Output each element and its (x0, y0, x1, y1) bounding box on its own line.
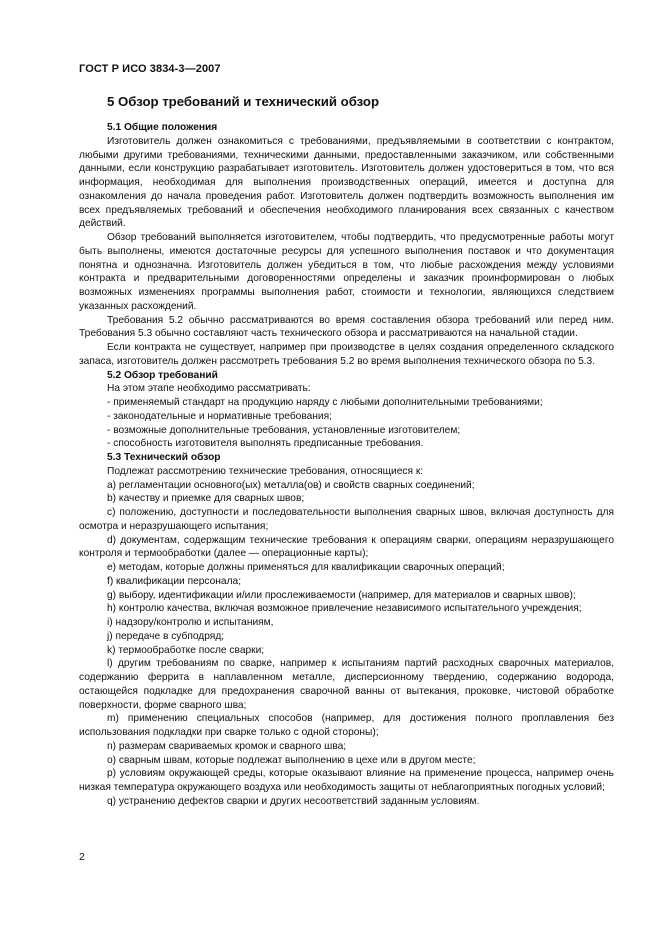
list-item: n) размерам свариваемых кромок и сварного шва; (107, 740, 347, 752)
list-item: - применяемый стандарт на продукцию наряду с любыми дополнительными требованиями; (107, 397, 543, 408)
list-item: q) устранению дефектов сварки и других несоответствий заданным условиям. (107, 795, 480, 807)
list-item: - возможные дополнительные требования, установленные изготовителем; (107, 424, 461, 436)
document-header: ГОСТ Р ИСО 3834-3—2007 (79, 63, 221, 75)
list-item: h) контролю качества, включая возможное привлечение независимого испытательного учреждения; (107, 603, 582, 615)
list-item: l) другим требованиям по сварке, например к испытаниям партий расходных сварочных материалов, содержанию феррита в наплавленном металле, дисперсионному твердению, содержанию водорода, остающейся подкладке для предохранения сварочной ванны от вытекания, проковке, чистовой обработке поверхности, форме сварного шва; (79, 658, 614, 711)
list-item: m) применению специальных способов (например, для достижения полного проплавления без использования подкладки при сварке только с одной стороны); (79, 713, 614, 738)
list-item: e) методам, которые должны применяться для квалификации сварочных операций; (107, 562, 505, 573)
list-item: k) термообработке после сварки; (107, 644, 265, 656)
paragraph: Обзор требований выполняется изготовителем, чтобы подтвердить, что предусмотренные работы могут быть выполнены, имеются достаточные ресурсы для успешного выполнения поставок и что документация понятна и однозначна. Изготовитель должен убедиться в том, что любые расхождения между условиями контракта и предварительными договоренностями определены и заказчик проинформирован о любых возможных изменениях программы выполнения работ, стоимости и технологии, являющихся следствием указанных расхождений. (79, 232, 614, 312)
page-content (79, 121, 614, 809)
paragraph: Изготовитель должен ознакомиться с требованиями, предъявляемыми в соответствии с контрактом, любыми другими требованиями, техническими данными, предоставленными заказчиком, или собственными данными, если конструкцию разрабатывает изготовитель. Изготовитель должен удостовериться в том, что вся информация, необходимая для выполнения производственных операций, имеется и доступна для ознакомления до начала проведения работ. Изготовитель должен подтвердить возможность выполнения им всех предъявляемых требований и обеспечения необходимого планирования всех связанных с качеством действий. (79, 135, 614, 230)
page-number: 2 (79, 851, 85, 863)
list-item: p) условиям окружающей среды, которые оказывают влияние на применение процесса, например очень низкая температура окружающего воздуха или необходимость защиты от неблагоприятных погодных условий; (79, 768, 614, 793)
subsection-title-5-3: 5.3 Технический обзор (107, 452, 221, 463)
list-item: a) регламентации основного(ых) металла(ов) и свойств сварных соединений; (107, 479, 475, 491)
list-item: f) квалификации персонала; (107, 575, 242, 587)
list-item: i) надзору/контролю и испытаниям, (107, 617, 274, 628)
list-item: o) сварным швам, которые подлежат выполнению в цехе или в другом месте; (107, 754, 476, 766)
subsection-title-5-2: 5.2 Обзор требований (107, 369, 218, 381)
paragraph: Требования 5.2 обычно рассматриваются во время составления обзора требований или перед ним. Требования 5.3 обычно составляют часть технического обзора и рассматриваются на начальной стадии. (79, 314, 614, 340)
list-item: - способность изготовителя выполнять предписанные требования. (107, 438, 424, 450)
paragraph: Подлежат рассмотрению технические требования, относящиеся к: (107, 465, 424, 477)
subsection-title-5-1: 5.1 Общие положения (107, 122, 218, 133)
list-item: - законодательные и нормативные требования; (107, 410, 332, 422)
paragraph: Если контракта не существует, например при производстве в целях создания определенного складского запаса, изготовитель должен рассмотреть требования 5.2 во время выполнения технического обзора по 5.3. (79, 342, 614, 367)
list-item: d) документам, содержащим технические требования к операциям сварки, операциям неразрушающего контроля и термообработки (далее — операционные карты); (79, 534, 614, 560)
section-title: 5 Обзор требований и технический обзор (107, 94, 380, 109)
list-item: j) передаче в субподряд; (107, 630, 225, 642)
list-item: g) выбору, идентификации и/или прослеживаемости (например, для материалов и сварных швов); (107, 589, 576, 601)
paragraph: На этом этапе необходимо рассматривать: (107, 383, 311, 395)
list-item: c) положению, доступности и последовательности выполнения сварных швов, включая доступность для осмотра и неразрушающего испытания; (79, 507, 614, 532)
list-item: b) качеству и приемке для сварных швов; (107, 493, 305, 505)
